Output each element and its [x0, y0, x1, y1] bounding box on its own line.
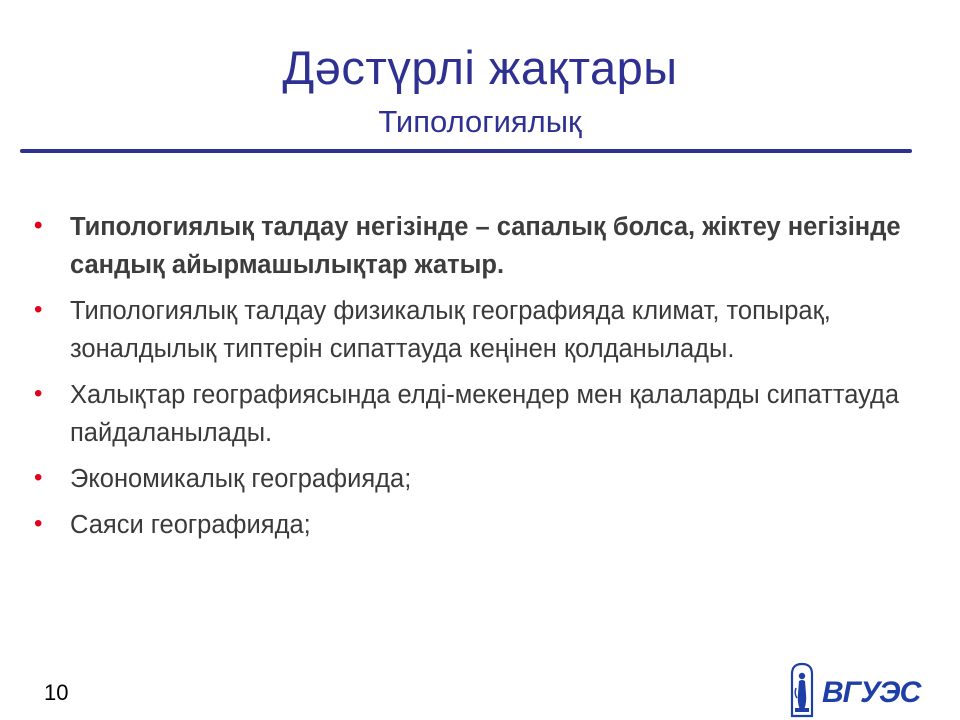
- emblem-icon: [792, 664, 812, 716]
- bullet-item: [34, 292, 914, 368]
- bullet-item: [34, 376, 914, 452]
- title-divider: [20, 149, 912, 153]
- bullet-text: Халықтар географиясында елді-мекендер мен қалаларды сипаттауда пайдаланылады.: [70, 381, 900, 447]
- bullet-item: [34, 506, 914, 544]
- bullet-text: Экономикалық географияда;: [70, 465, 412, 493]
- bullet-icon: •: [34, 296, 43, 323]
- bullet-text: Типологиялық талдау физикалық географияда климат, топырақ, зоналдылық типтерін сипаттауда кеңінен қолданылады.: [70, 297, 831, 363]
- bullet-item: [34, 208, 914, 284]
- bullet-item: [34, 460, 914, 498]
- bullet-text: Типологиялық талдау негізінде – сапалық болса, жіктеу негізінде сандық айырмашылықтар жатыр.: [70, 213, 901, 279]
- bullet-text: Саяси географияда;: [70, 511, 311, 539]
- bullet-list: [34, 208, 914, 552]
- bullet-icon: •: [34, 380, 43, 407]
- slide-subtitle: Типологиялық: [378, 104, 582, 139]
- logo-wordmark: ВГУЭС: [822, 676, 921, 709]
- bullet-icon: •: [34, 212, 43, 239]
- slide-title: Дәстүрлі жақтары: [282, 41, 678, 94]
- page-number: 10: [44, 680, 69, 705]
- university-logo: [786, 660, 936, 718]
- bullet-icon: •: [34, 510, 43, 537]
- bullet-icon: •: [34, 464, 43, 491]
